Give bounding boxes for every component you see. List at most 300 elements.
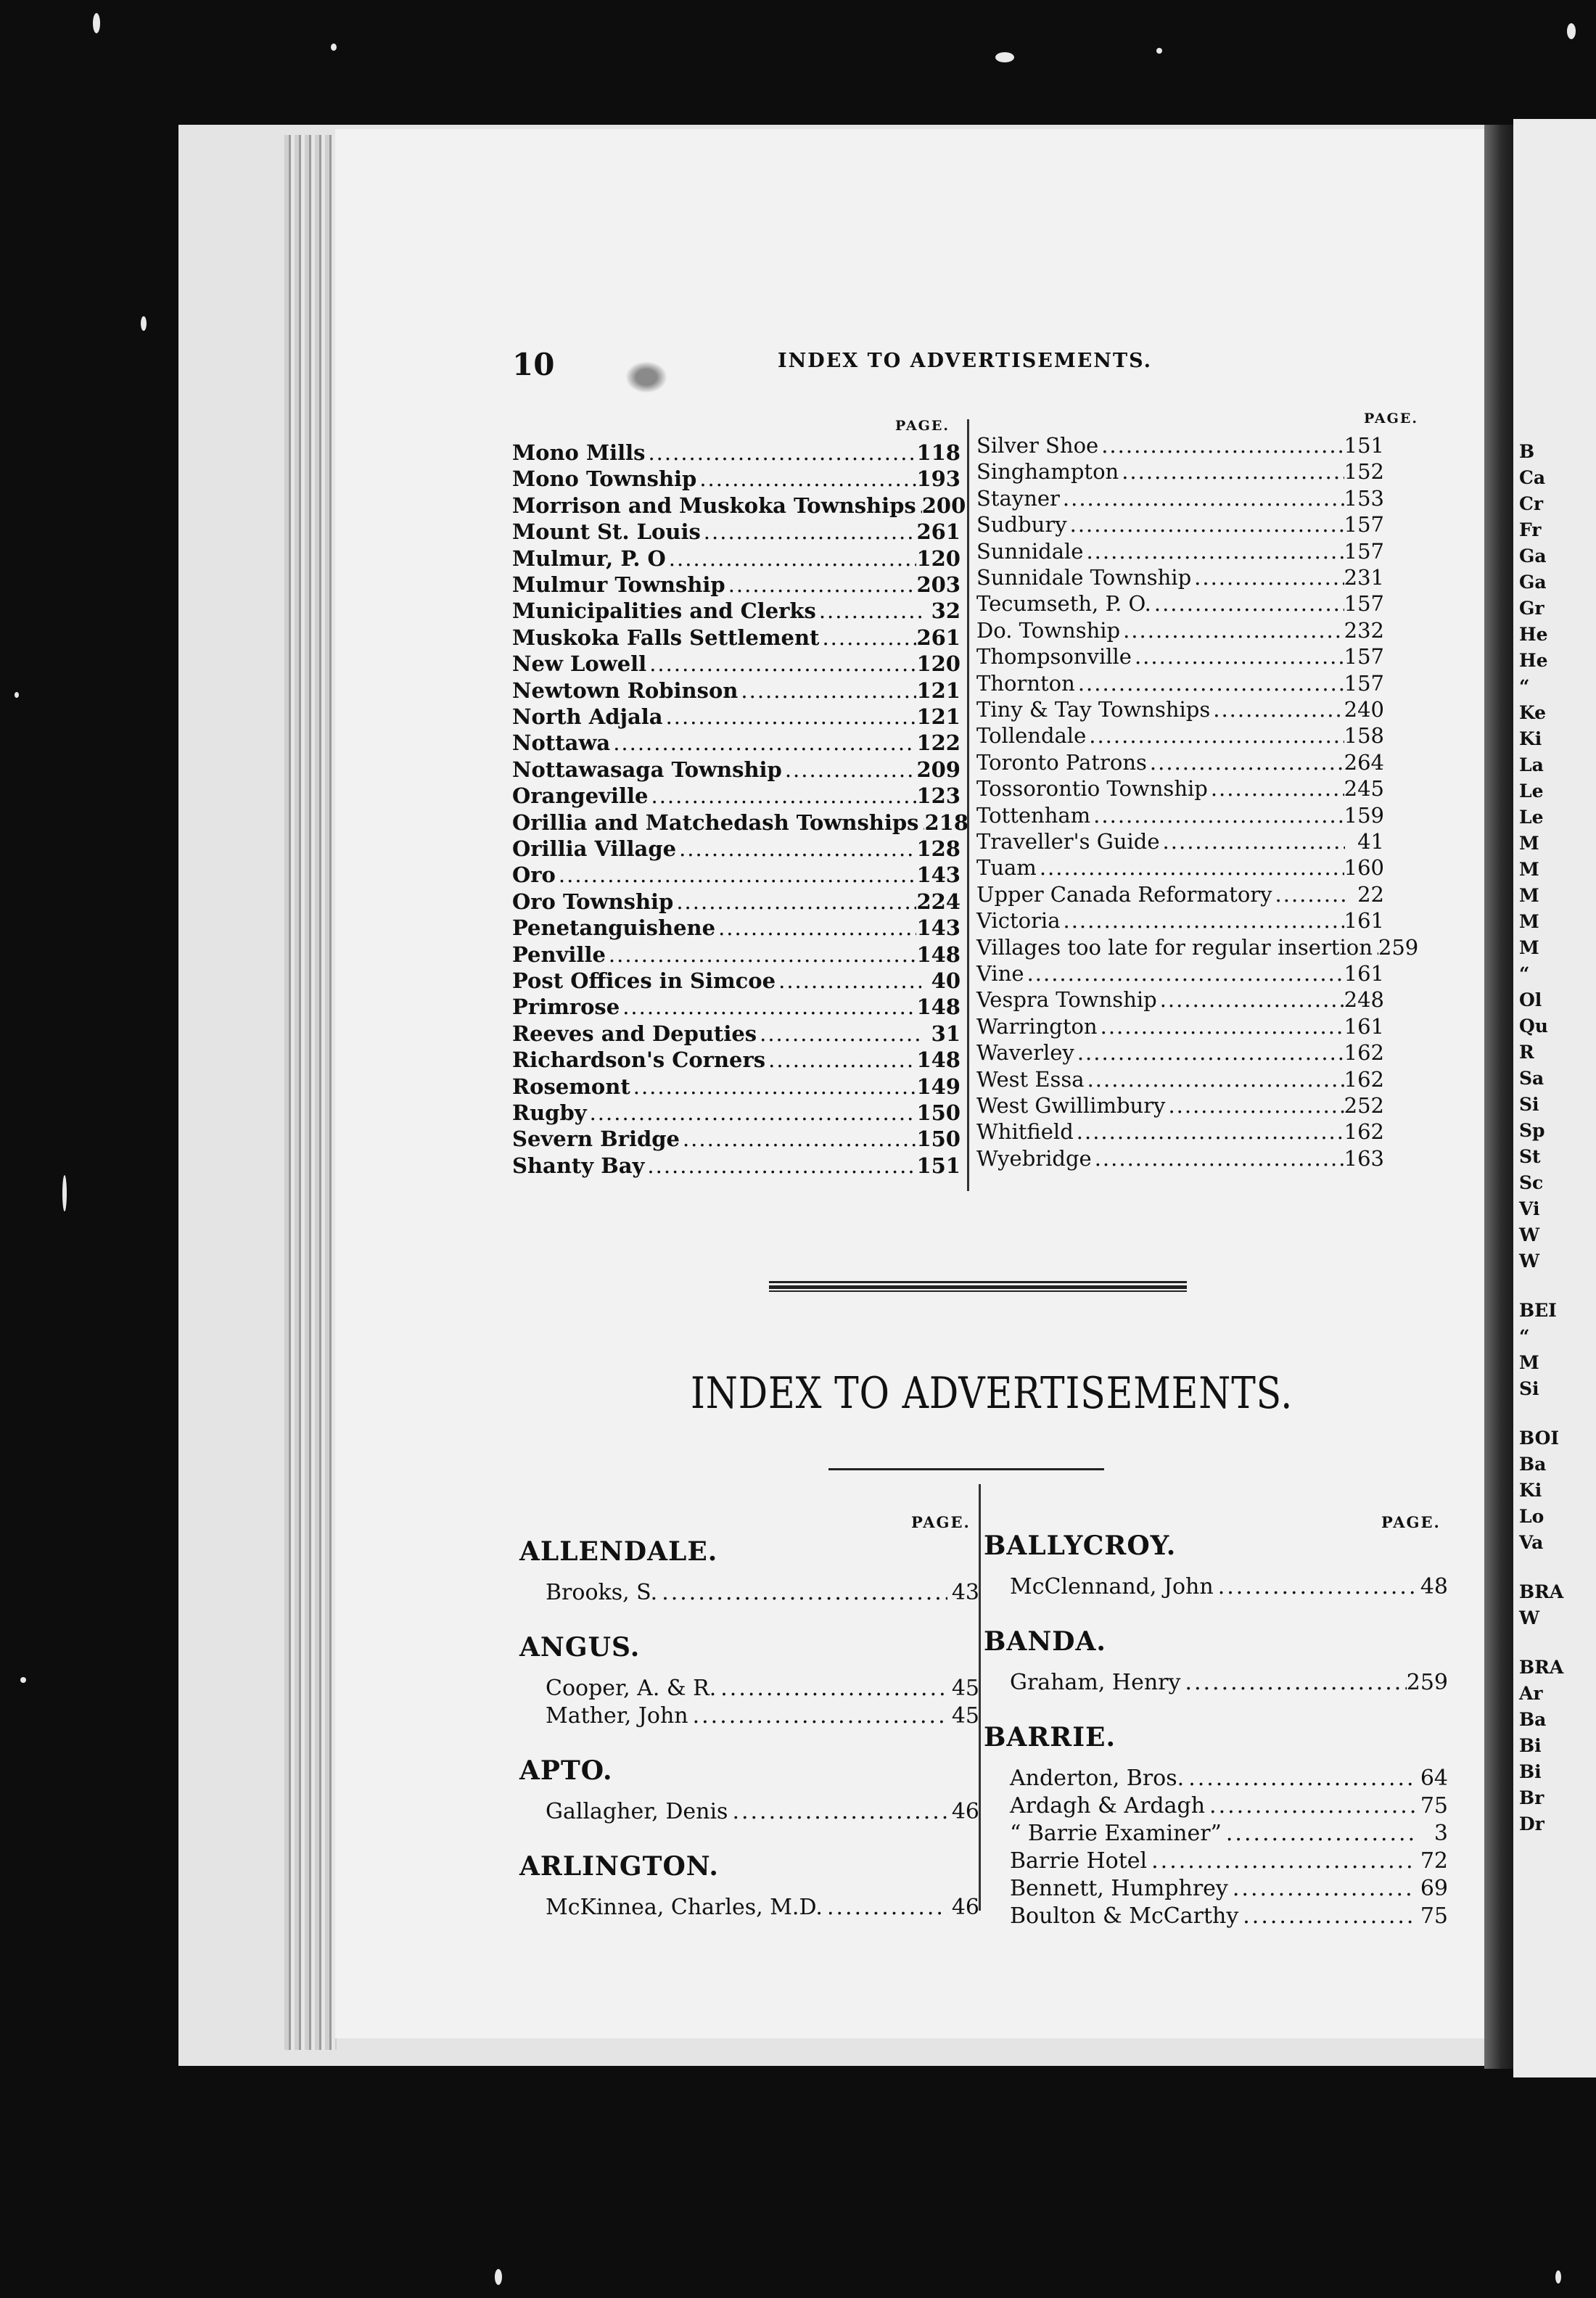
entry-name: Oro Township: [512, 889, 674, 914]
entry-page: 128: [916, 836, 961, 861]
index-entry: [512, 968, 961, 994]
entry-page: 157: [1344, 670, 1384, 696]
entry-page: 157: [1344, 644, 1384, 670]
entry-page: 45: [951, 1676, 979, 1701]
index-entry: [976, 590, 1384, 617]
entry-name: Muskoka Falls Settlement: [512, 625, 820, 650]
entry-page: 120: [916, 545, 961, 571]
index-entry: [1010, 1764, 1448, 1793]
entry-name: Oro: [512, 862, 556, 888]
index-entry: [976, 1119, 1384, 1145]
dot-leader: [765, 1047, 916, 1073]
adjacent-page-fragment: Gr: [1519, 598, 1544, 619]
entry-name: Richardson's Corners: [512, 1047, 766, 1073]
index-entry: [512, 730, 961, 756]
index-entry: [1010, 1847, 1448, 1876]
index-entry: [976, 722, 1384, 749]
index-entry: [976, 458, 1384, 485]
dot-leader: [696, 466, 916, 492]
page-column-heading: PAGE.: [895, 418, 950, 434]
entry-name: Tottenham: [976, 802, 1091, 828]
adjacent-page-fragment: M: [1519, 1352, 1539, 1373]
index-entry: [512, 1153, 961, 1179]
index-entry: [512, 994, 961, 1020]
dot-leader: [725, 572, 917, 598]
entry-name: Waverley: [976, 1040, 1074, 1066]
index-entry: [976, 538, 1384, 564]
index-entry: [512, 836, 961, 862]
entry-name: Upper Canada Reformatory: [976, 881, 1272, 907]
adjacent-page-fragment: Va: [1519, 1532, 1544, 1553]
adjacent-page-fragment: Fr: [1519, 519, 1542, 540]
town-heading: ALLENDALE.: [519, 1536, 718, 1567]
entry-name: Primrose: [512, 994, 620, 1020]
index-entry: [512, 1047, 961, 1073]
entry-name: Barrie Hotel: [1010, 1848, 1148, 1874]
entry-name: Rugby: [512, 1100, 587, 1125]
adjacent-page-fragment: St: [1519, 1146, 1541, 1167]
adjacent-page-fragment: La: [1519, 754, 1544, 775]
adjacent-page-fragment: Br: [1519, 1787, 1544, 1808]
adjacent-page: [1513, 119, 1596, 2077]
dot-leader: [918, 810, 924, 836]
adjacent-page-fragment: Ol: [1519, 989, 1542, 1010]
entry-name: Mount St. Louis: [512, 519, 701, 545]
adjacent-page-fragment: “: [1519, 963, 1530, 984]
entry-page: 75: [1420, 1903, 1448, 1929]
adjacent-page-fragment: Sa: [1519, 1068, 1544, 1089]
adjacent-page-fragment: Sc: [1519, 1172, 1544, 1193]
entry-page: 75: [1420, 1793, 1448, 1819]
index-entry: [1010, 1819, 1448, 1848]
dot-leader: [1119, 458, 1344, 485]
entry-name: Rosemont: [512, 1074, 630, 1099]
index-entry: [976, 987, 1384, 1013]
entry-name: “ Barrie Examiner”: [1010, 1821, 1222, 1846]
dot-leader: [1147, 749, 1344, 775]
dot-leader: [782, 757, 917, 783]
adjacent-page-fragment: BRA: [1519, 1581, 1564, 1602]
entry-page: 46: [951, 1799, 979, 1824]
dot-leader: [1074, 1039, 1344, 1066]
entry-name: Tecumseth, P. O.: [976, 591, 1151, 617]
entry-page: 259: [1406, 1670, 1448, 1695]
index-entry: [512, 625, 961, 651]
index-entry: [512, 545, 961, 572]
index-entry: [512, 678, 961, 704]
adjacent-page-fragment: “: [1519, 676, 1530, 697]
index-entry: [512, 572, 961, 598]
entry-page: 261: [916, 625, 961, 650]
index-entry: [1010, 1874, 1448, 1903]
page-column-heading: PAGE.: [1381, 1513, 1441, 1531]
index-entry: [512, 519, 961, 545]
film-speck: [15, 692, 19, 698]
entry-page: 248: [1344, 987, 1384, 1013]
entry-name: Stayner: [976, 485, 1060, 511]
town-heading: APTO.: [519, 1755, 613, 1786]
entry-page: 157: [1344, 591, 1384, 617]
index-entry: [976, 802, 1384, 828]
entry-name: Tiny & Tay Townships: [976, 697, 1211, 722]
adjacent-page-fragment: Ba: [1519, 1709, 1547, 1730]
entry-name: Tollendale: [976, 723, 1087, 749]
index-entry: [976, 854, 1384, 881]
entry-name: Thornton: [976, 670, 1075, 696]
adjacent-page-fragment: Si: [1519, 1378, 1539, 1399]
index-entry: [976, 775, 1384, 802]
entry-page: 162: [1344, 1066, 1384, 1092]
entry-page: 40: [931, 968, 961, 993]
entry-page: 161: [1344, 961, 1384, 986]
entry-name: Graham, Henry: [1010, 1670, 1181, 1695]
dot-leader: [644, 1153, 916, 1179]
dot-leader: [1157, 987, 1344, 1013]
dot-leader: [1147, 1847, 1416, 1876]
entry-name: Penetanguishene: [512, 915, 716, 941]
adjacent-page-fragment: Ca: [1519, 467, 1546, 488]
entry-page: 232: [1344, 617, 1384, 643]
dot-leader: [1165, 1092, 1344, 1119]
dot-leader: [1074, 1119, 1344, 1145]
entry-name: Victoria: [976, 908, 1061, 934]
index-entry: [512, 704, 961, 730]
index-entry: [976, 881, 1384, 907]
index-entry: [512, 493, 966, 519]
page-number: 10: [512, 347, 555, 382]
dot-leader: [556, 862, 917, 888]
entry-page: 203: [916, 572, 961, 597]
entry-name: Bennett, Humphrey: [1010, 1876, 1228, 1901]
entry-page: 118: [916, 440, 961, 465]
dot-leader: [606, 942, 917, 968]
dot-leader: [1098, 1013, 1344, 1039]
entry-name: Whitfield: [976, 1119, 1074, 1145]
entry-name: Newtown Robinson: [512, 678, 739, 703]
entry-page: 157: [1344, 538, 1384, 564]
index-entry: [512, 1100, 961, 1126]
adjacent-page-fragment: Le: [1519, 781, 1544, 802]
entry-name: West Essa: [976, 1066, 1085, 1092]
entry-name: Mulmur Township: [512, 572, 725, 597]
adjacent-page-fragment: W: [1519, 1251, 1540, 1272]
dot-leader: [1092, 1145, 1344, 1171]
film-speck: [995, 52, 1014, 62]
entry-name: New Lowell: [512, 651, 647, 677]
town-heading: BANDA.: [984, 1626, 1106, 1657]
index-entry: [512, 783, 961, 809]
entry-page: 193: [916, 466, 961, 492]
entry-page: 218: [924, 810, 969, 835]
entry-name: Do. Township: [976, 617, 1121, 643]
dot-leader: [680, 1126, 916, 1152]
dot-leader: [1037, 854, 1344, 881]
index-entry: [512, 810, 969, 836]
entry-page: 200: [921, 493, 966, 518]
dot-leader: [688, 1702, 947, 1731]
running-title: INDEX TO ADVERTISEMENTS.: [778, 350, 1153, 372]
index-entry: [512, 466, 961, 492]
entry-page: 264: [1344, 749, 1384, 775]
film-speck: [62, 1175, 67, 1211]
entry-page: 22: [1357, 881, 1384, 907]
dot-leader: [1086, 722, 1344, 749]
index-entry: [976, 485, 1384, 511]
index-entry: [512, 1126, 961, 1152]
entry-page: 3: [1433, 1821, 1448, 1846]
entry-page: 72: [1420, 1848, 1448, 1874]
film-speck: [141, 316, 147, 331]
dot-leader: [587, 1100, 917, 1126]
entry-name: Mono Mills: [512, 440, 646, 465]
dot-leader: [649, 783, 917, 809]
dot-leader: [1132, 643, 1344, 670]
entry-name: Orangeville: [512, 783, 649, 809]
entry-page: 32: [931, 598, 961, 624]
index-entry: [976, 960, 1384, 987]
entry-name: Sunnidale: [976, 538, 1084, 564]
town-heading: ARLINGTON.: [519, 1851, 719, 1882]
index-entry: [976, 432, 1384, 458]
dot-leader: [1098, 432, 1344, 458]
entry-page: 163: [1344, 1145, 1384, 1171]
entry-name: Vine: [976, 961, 1024, 986]
adjacent-page-fragment: He: [1519, 650, 1548, 671]
dot-leader: [1061, 907, 1344, 934]
entry-name: Orillia and Matchedash Townships: [512, 810, 919, 835]
dot-leader: [916, 493, 922, 519]
adjacent-page-fragment: “: [1519, 1326, 1530, 1347]
column-rule: [967, 419, 969, 1191]
entry-page: 159: [1344, 802, 1384, 828]
index-entry: [512, 651, 961, 677]
entry-page: 43: [951, 1580, 979, 1605]
entry-name: Orillia Village: [512, 836, 677, 861]
adjacent-page-fragment: Ki: [1519, 1480, 1542, 1501]
entry-page: 152: [1344, 459, 1384, 485]
entry-name: Penville: [512, 942, 606, 967]
adjacent-page-fragment: He: [1519, 624, 1548, 645]
dot-leader: [1090, 802, 1344, 828]
film-speck: [1567, 23, 1576, 39]
dot-leader: [1160, 828, 1345, 854]
entry-page: 122: [916, 730, 961, 756]
entry-name: Mono Township: [512, 466, 697, 492]
entry-name: Tossorontio Township: [976, 776, 1208, 802]
adjacent-page-fragment: Bi: [1519, 1761, 1542, 1782]
adjacent-page-fragment: BEI: [1519, 1300, 1557, 1321]
dot-leader: [1205, 1792, 1416, 1821]
adjacent-page-fragment: Le: [1519, 807, 1544, 828]
dot-leader: [1191, 564, 1344, 590]
entry-page: 252: [1344, 1093, 1384, 1118]
adjacent-page-fragment: M: [1519, 833, 1539, 854]
entry-name: Nottawa: [512, 730, 611, 756]
film-speck: [1555, 2270, 1561, 2283]
dot-leader: [776, 968, 921, 994]
adjacent-page-fragment: Bi: [1519, 1735, 1542, 1756]
index-entry: [1010, 1902, 1448, 1931]
entry-page: 231: [1344, 565, 1384, 590]
entry-page: 148: [916, 1047, 961, 1073]
dot-leader: [1272, 881, 1345, 907]
index-entry: [512, 942, 961, 968]
adjacent-page-fragment: W: [1519, 1224, 1540, 1245]
entry-name: Reeves and Deputies: [512, 1021, 757, 1046]
entry-page: 150: [916, 1100, 961, 1125]
index-entry: [512, 598, 961, 624]
entry-name: Mulmur, P. O: [512, 545, 666, 571]
entry-name: Traveller's Guide: [976, 829, 1160, 854]
dot-leader: [701, 519, 917, 545]
dot-leader: [676, 836, 916, 862]
entry-page: 240: [1344, 697, 1384, 722]
ornamental-divider: [769, 1281, 1187, 1291]
index-entry: [1010, 1668, 1448, 1697]
film-speck: [20, 1677, 26, 1683]
adjacent-page-fragment: M: [1519, 937, 1539, 958]
dot-leader: [1024, 960, 1344, 987]
adjacent-page-fragment: M: [1519, 885, 1539, 906]
dot-leader: [1075, 670, 1344, 696]
entry-name: Brooks, S.: [546, 1580, 658, 1605]
adjacent-page-fragment: Ar: [1519, 1683, 1543, 1704]
entry-name: Villages too late for regular insertion: [976, 934, 1373, 960]
index-entry: [976, 564, 1384, 590]
entry-page: 259: [1378, 934, 1419, 960]
entry-name: Thompsonville: [976, 644, 1132, 670]
dot-leader: [663, 704, 917, 730]
entry-name: Nottawasaga Township: [512, 757, 782, 782]
index-entry: [976, 643, 1384, 670]
film-speck: [495, 2269, 502, 2285]
adjacent-page-fragment: Ki: [1519, 728, 1542, 749]
index-entry: [976, 907, 1384, 934]
town-heading: BALLYCROY.: [984, 1531, 1177, 1561]
entry-page: 121: [916, 678, 961, 703]
adjacent-page-fragment: B: [1519, 441, 1535, 462]
town-heading: ANGUS.: [519, 1632, 641, 1663]
page-column-heading: PAGE.: [1364, 411, 1418, 427]
dot-leader: [630, 1074, 917, 1100]
entry-page: 261: [916, 519, 961, 545]
index-entry: [976, 1145, 1384, 1171]
entry-name: West Gwillimbury: [976, 1093, 1166, 1118]
adjacent-page-fragment: M: [1519, 859, 1539, 880]
entry-page: 209: [916, 757, 961, 782]
section-title: INDEX TO ADVERTISEMENTS.: [691, 1368, 1293, 1419]
entry-name: Toronto Patrons: [976, 749, 1147, 775]
entry-name: Tuam: [976, 855, 1037, 881]
adjacent-page-fragment: R: [1519, 1042, 1534, 1063]
entry-page: 31: [931, 1021, 961, 1046]
entry-page: 157: [1344, 512, 1384, 538]
adjacent-page-fragment: Cr: [1519, 493, 1544, 514]
dot-leader: [728, 1797, 947, 1827]
entry-name: McClennand, John: [1010, 1574, 1214, 1599]
index-entry: [976, 696, 1384, 722]
entry-name: Silver Shoe: [976, 433, 1099, 458]
index-entry: [512, 1074, 961, 1100]
entry-name: Severn Bridge: [512, 1127, 680, 1152]
index-entry: [976, 511, 1384, 538]
index-entry: [546, 1702, 979, 1731]
dot-leader: [1067, 511, 1344, 538]
entry-page: 69: [1420, 1876, 1448, 1901]
index-entry: [976, 1039, 1384, 1066]
index-entry: [976, 828, 1384, 854]
dot-leader: [1180, 1668, 1406, 1697]
dot-leader: [816, 598, 921, 624]
entry-name: Anderton, Bros.: [1010, 1766, 1185, 1791]
index-entry: [976, 1013, 1384, 1039]
entry-page: 160: [1344, 855, 1384, 881]
adjacent-page-fragment: Ke: [1519, 702, 1547, 723]
index-entry: [546, 1797, 979, 1827]
index-entry: [976, 670, 1384, 696]
entry-name: Morrison and Muskoka Townships: [512, 493, 916, 518]
dot-leader: [657, 1578, 947, 1607]
entry-page: 149: [916, 1074, 961, 1099]
dot-leader: [1222, 1819, 1416, 1848]
index-entry: [976, 934, 1419, 960]
dot-leader: [1184, 1764, 1416, 1793]
dot-leader: [1083, 538, 1344, 564]
entry-page: 45: [951, 1703, 979, 1729]
entry-name: Vespra Township: [976, 987, 1157, 1013]
adjacent-page-fragment: Ga: [1519, 572, 1547, 593]
index-entry: [546, 1578, 979, 1607]
entry-page: 48: [1420, 1574, 1448, 1599]
index-entry: [512, 757, 961, 783]
title-rule: [828, 1468, 1104, 1470]
index-entry: [512, 889, 961, 915]
index-entry: [1010, 1573, 1448, 1602]
index-entry: [976, 1066, 1384, 1092]
dot-leader: [1210, 696, 1344, 722]
dot-leader: [1238, 1902, 1416, 1931]
entry-name: Post Offices in Simcoe: [512, 968, 776, 993]
adjacent-page-fragment: W: [1519, 1607, 1540, 1628]
adjacent-page-fragment: Sp: [1519, 1120, 1545, 1141]
index-entry: [546, 1893, 979, 1922]
adjacent-page-fragment: Dr: [1519, 1813, 1544, 1834]
index-entry: [512, 862, 961, 888]
entry-name: Warrington: [976, 1013, 1098, 1039]
entry-page: 151: [916, 1153, 961, 1178]
adjacent-page-fragment: Qu: [1519, 1016, 1548, 1037]
ink-smudge: [625, 361, 667, 393]
dot-leader: [738, 678, 916, 704]
entry-page: 158: [1344, 723, 1384, 749]
entry-page: 123: [916, 783, 961, 809]
entry-page: 143: [916, 862, 961, 888]
adjacent-page-fragment: Ba: [1519, 1454, 1547, 1475]
index-entry: [1010, 1792, 1448, 1821]
adjacent-page-fragment: BOI: [1519, 1428, 1560, 1449]
entry-page: 148: [916, 994, 961, 1020]
entry-name: Boulton & McCarthy: [1010, 1903, 1239, 1929]
film-speck: [331, 44, 337, 51]
entry-page: 162: [1344, 1040, 1384, 1066]
entry-page: 121: [916, 704, 961, 729]
dot-leader: [757, 1021, 921, 1047]
entry-name: Gallagher, Denis: [546, 1799, 728, 1824]
book-spine-shadow: [1484, 125, 1513, 2069]
adjacent-page-fragment: Ga: [1519, 545, 1547, 567]
dot-leader: [715, 915, 916, 941]
index-entry: [512, 915, 961, 941]
